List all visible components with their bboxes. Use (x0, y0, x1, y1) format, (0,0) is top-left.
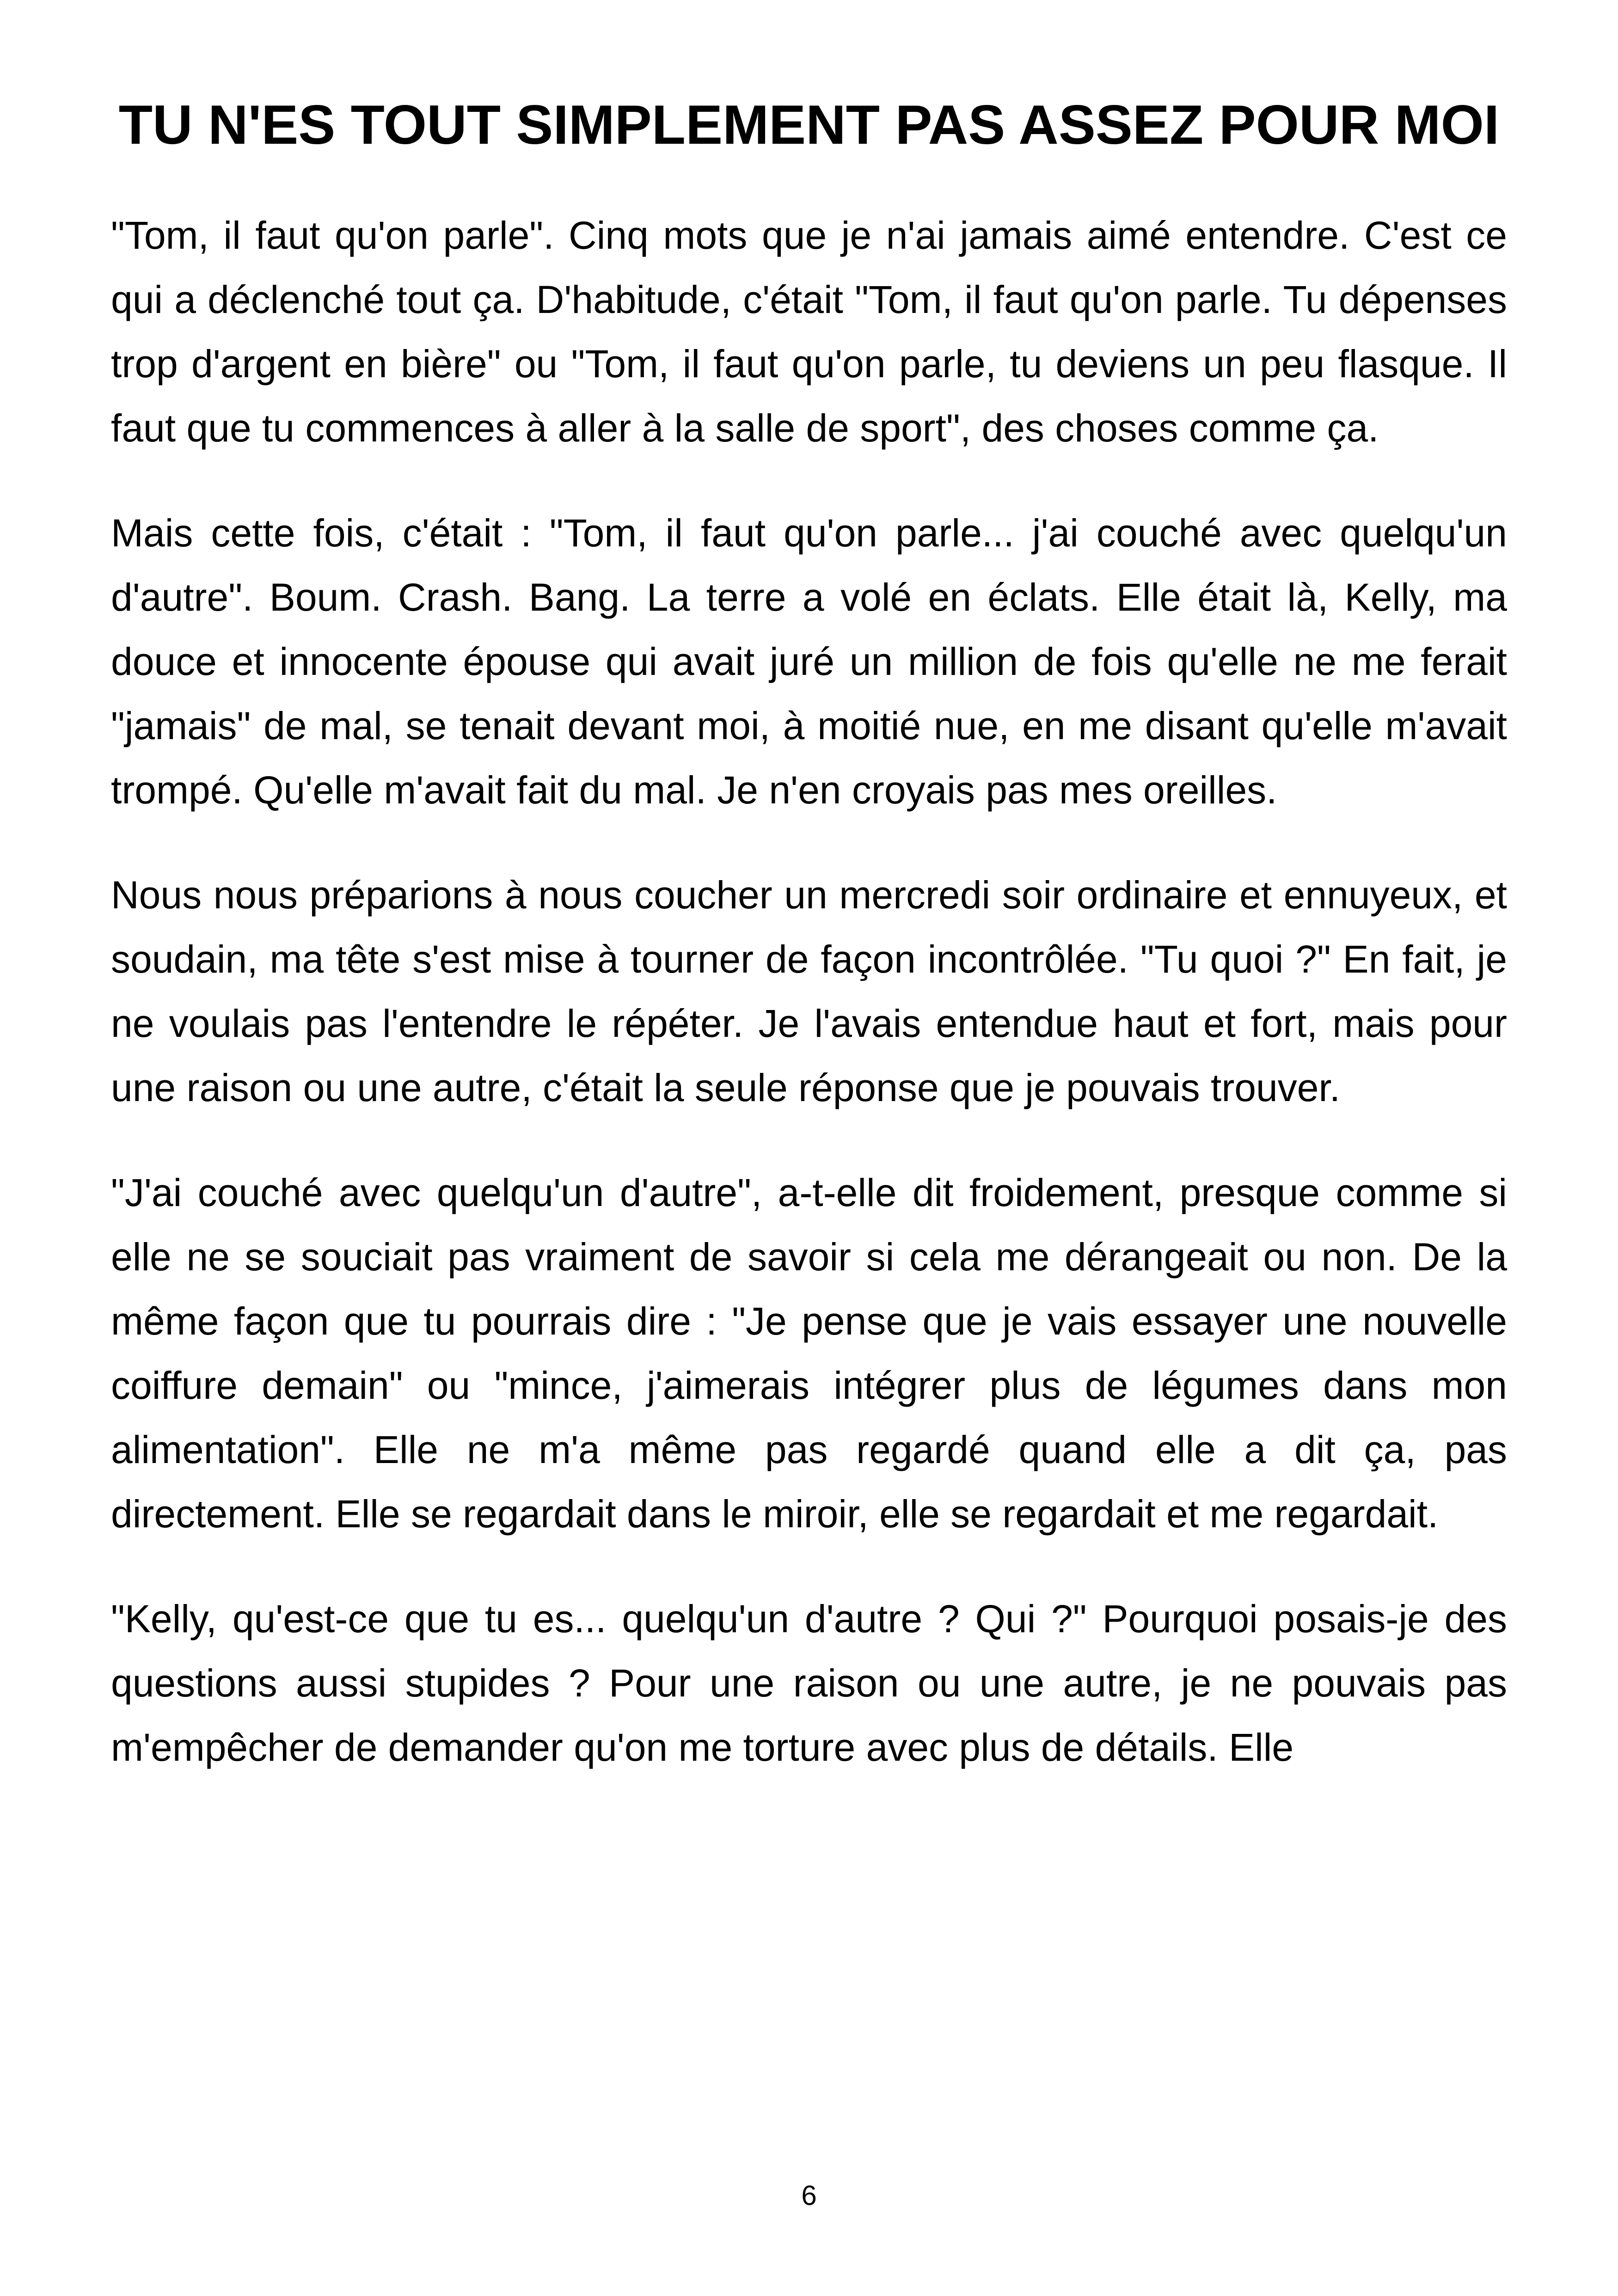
paragraph: "Tom, il faut qu'on parle". Cinq mots que je n'ai jamais aimé entendre. C'est ce qui a déclenché tout ça. D'habitude, c'était "Tom, il faut qu'on parle. Tu dépenses trop d'argent en bière" ou "Tom, il faut qu'on parle, tu deviens un peu flasque. Il faut que tu commences à aller à la salle de sport", des choses comme ça. (111, 214, 1507, 450)
page-number: 6 (801, 2180, 817, 2211)
paragraph: "Kelly, qu'est-ce que tu es... quelqu'un d'autre ? Qui ?" Pourquoi posais-je des questions aussi stupides ? Pour une raison ou une autre, je ne pouvais pas m'empêcher de demander qu'on me torture avec plus de détails. Elle (111, 1597, 1507, 1769)
paragraph: Nous nous préparions à nous coucher un mercredi soir ordinaire et ennuyeux, et soudain, ma tête s'est mise à tourner de façon incontrôlée. "Tu quoi ?" En fait, je ne voulais pas l'entendre le répéter. Je l'avais entendue haut et fort, mais pour une raison ou une autre, c'était la seule réponse que je pouvais trouver. (111, 873, 1507, 1109)
paragraph: "J'ai couché avec quelqu'un d'autre", a-t-elle dit froidement, presque comme si elle ne se souciait pas vraiment de savoir si cela me dérangeait ou non. De la même façon que tu pourrais dire : "Je pense que je vais essayer une nouvelle coiffure demain" ou "mince, j'aimerais intégrer plus de légumes dans mon alimentation". Elle ne m'a même pas regardé quand elle a dit ça, pas directement. Elle se regardait dans le miroir, elle se regardait et me regardait. (111, 1171, 1507, 1536)
page-title: TU N'ES TOUT SIMPLEMENT PAS ASSEZ POUR MOI (118, 94, 1500, 156)
body-text (111, 203, 1507, 1820)
paragraph: Mais cette fois, c'était : "Tom, il faut qu'on parle... j'ai couché avec quelqu'un d'autre". Boum. Crash. Bang. La terre a volé en éclats. Elle était là, Kelly, ma douce et innocente épouse qui avait juré un million de fois qu'elle ne me ferait "jamais" de mal, se tenait devant moi, à moitié nue, en me disant qu'elle m'avait trompé. Qu'elle m'avait fait du mal. Je n'en croyais pas mes oreilles. (111, 511, 1507, 812)
